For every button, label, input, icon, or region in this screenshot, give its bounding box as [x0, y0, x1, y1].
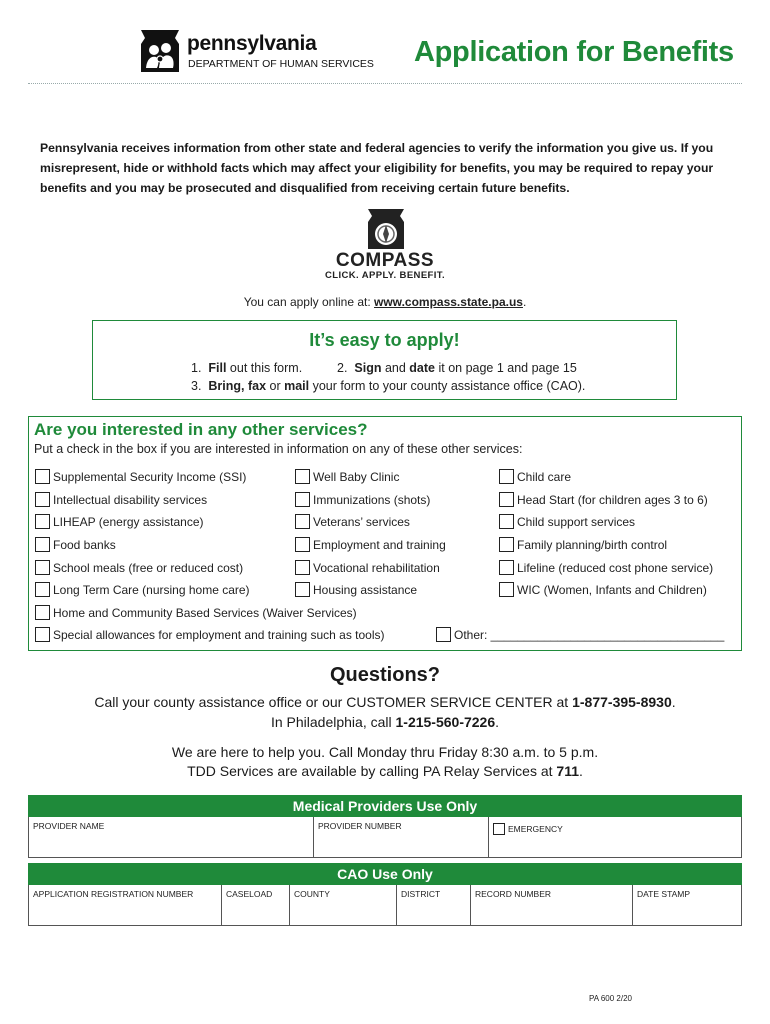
field-label: RECORD NUMBER	[475, 889, 552, 899]
step-text: or	[266, 379, 285, 393]
checkbox[interactable]	[295, 492, 310, 507]
questions-text: Call your county assistance office or our CUSTOMER SERVICE CENTER at	[94, 694, 573, 710]
checkbox[interactable]	[499, 582, 514, 597]
service-option[interactable]	[499, 560, 713, 575]
step-number: 3.	[191, 379, 202, 393]
step-keyword: Sign	[354, 361, 382, 375]
org-department: DEPARTMENT OF HUMAN SERVICES	[188, 58, 374, 70]
easy-apply-step3	[191, 379, 585, 393]
district-field[interactable]	[397, 885, 471, 925]
questions-line-1	[0, 694, 770, 710]
field-label: APPLICATION REGISTRATION NUMBER	[33, 889, 194, 899]
compass-name: COMPASS	[335, 250, 435, 271]
checkbox[interactable]	[35, 627, 50, 642]
checkbox[interactable]	[295, 537, 310, 552]
questions-text: .	[579, 763, 583, 779]
checkbox[interactable]	[499, 469, 514, 484]
service-option[interactable]	[295, 560, 440, 575]
service-option[interactable]	[35, 492, 207, 507]
step-text: your form to your county assistance office (CAO).	[309, 379, 586, 393]
medical-providers-header: Medical Providers Use Only	[28, 795, 742, 817]
service-label: Lifeline (reduced cost phone service)	[517, 560, 714, 575]
service-label: Food banks	[53, 537, 116, 552]
medical-providers-table	[28, 817, 742, 858]
apply-online-prefix: You can apply online at:	[243, 295, 375, 309]
service-option[interactable]	[295, 469, 399, 484]
service-label: Child care	[517, 469, 572, 484]
services-title: Are you interested in any other services?	[34, 420, 368, 439]
provider-number-field[interactable]	[314, 817, 489, 857]
field-label: PROVIDER NAME	[33, 821, 105, 831]
record-number-field[interactable]	[471, 885, 633, 925]
cao-use-header: CAO Use Only	[28, 863, 742, 885]
service-option[interactable]	[499, 492, 708, 507]
step-text: it on page 1 and page 15	[435, 361, 577, 375]
checkbox[interactable]	[35, 492, 50, 507]
checkbox[interactable]	[35, 560, 50, 575]
questions-line-3: We are here to help you. Call Monday thru Friday 8:30 a.m. to 5 p.m.	[171, 744, 599, 760]
service-label: Child support services	[517, 514, 636, 529]
service-option[interactable]	[295, 492, 430, 507]
philadelphia-phone: 1-215-560-7226	[395, 714, 496, 730]
field-label: DATE STAMP	[637, 889, 691, 899]
checkbox[interactable]	[35, 537, 50, 552]
service-label: Supplemental Security Income (SSI)	[53, 469, 247, 484]
warning-text: Pennsylvania receives information from other state and federal agencies to verify the information you give us. If you misrepresent, hide or withhold facts which may affect your eligibility for benefits, you may be required to repay your benefits and you may be prosecuted and disqualified from receiving certain future benefits.	[40, 141, 714, 195]
application-registration-number-field[interactable]	[29, 885, 222, 925]
keystone-compass-icon	[364, 207, 408, 251]
field-label: EMERGENCY	[508, 824, 563, 834]
service-option[interactable]	[499, 537, 667, 552]
questions-text: In Philadelphia, call	[270, 714, 396, 730]
form-code: PA 600 2/20	[589, 994, 632, 1003]
checkbox[interactable]	[499, 537, 514, 552]
date-stamp-field[interactable]	[633, 885, 741, 925]
step-text: out this form.	[226, 361, 303, 375]
service-label: Housing assistance	[313, 582, 418, 597]
easy-apply-step2	[337, 361, 577, 375]
service-option-other[interactable]	[436, 627, 724, 642]
field-label: DISTRICT	[401, 889, 441, 899]
service-option[interactable]	[35, 582, 250, 597]
service-option[interactable]	[35, 537, 116, 552]
service-label: Family planning/birth control	[517, 537, 668, 552]
compass-tagline: CLICK. APPLY. BENEFIT.	[324, 270, 445, 281]
keystone-family-icon	[137, 28, 183, 74]
checkbox[interactable]	[295, 469, 310, 484]
service-label: WIC (Women, Infants and Children)	[517, 582, 707, 597]
county-field[interactable]	[290, 885, 397, 925]
services-instruction: Put a check in the box if you are interested in information on any of these other services:	[34, 442, 523, 456]
compass-url-link[interactable]: www.compass.state.pa.us	[374, 295, 523, 309]
service-option[interactable]	[295, 537, 446, 552]
questions-line-2	[0, 714, 770, 730]
checkbox[interactable]	[295, 514, 310, 529]
questions-text: .	[671, 694, 676, 710]
field-label: CASELOAD	[226, 889, 273, 899]
relay-number: 711	[556, 763, 580, 779]
service-option[interactable]	[35, 514, 204, 529]
questions-text: TDD Services are available by calling PA Relay Services at	[187, 763, 557, 779]
service-label: Veterans’ services	[313, 514, 410, 529]
checkbox[interactable]	[499, 492, 514, 507]
service-label: LIHEAP (energy assistance)	[53, 514, 204, 529]
checkbox[interactable]	[493, 823, 505, 835]
other-field[interactable]: Other: ___________________________________	[454, 627, 725, 642]
checkbox[interactable]	[35, 514, 50, 529]
service-label: Intellectual disability services	[53, 492, 208, 507]
service-label: School meals (free or reduced cost)	[53, 560, 244, 575]
service-label: Immunizations (shots)	[313, 492, 431, 507]
step-number: 2.	[337, 361, 348, 375]
checkbox[interactable]	[499, 560, 514, 575]
service-label: Long Term Care (nursing home care)	[53, 582, 250, 597]
field-label: COUNTY	[294, 889, 330, 899]
service-label: Home and Community Based Services (Waiver Services)	[53, 605, 357, 620]
checkbox[interactable]	[295, 582, 310, 597]
apply-online-text	[100, 295, 670, 309]
step-keyword: mail	[284, 379, 310, 393]
emergency-option[interactable]	[493, 823, 741, 835]
checkbox[interactable]	[499, 514, 514, 529]
page-title: Application for Benefits	[414, 36, 734, 68]
service-option[interactable]	[35, 605, 357, 620]
caseload-field[interactable]	[222, 885, 290, 925]
step-text: and	[381, 361, 410, 375]
org-name: pennsylvania	[187, 32, 317, 55]
questions-line-4	[0, 763, 770, 779]
easy-apply-step1	[191, 361, 302, 375]
step-keyword: Fill	[208, 361, 227, 375]
service-option[interactable]	[35, 469, 246, 484]
service-option[interactable]	[499, 469, 571, 484]
provider-name-field[interactable]	[29, 817, 314, 857]
service-label: Vocational rehabilitation	[313, 560, 440, 575]
field-label: PROVIDER NUMBER	[318, 821, 402, 831]
questions-title: Questions?	[329, 664, 440, 686]
checkbox[interactable]	[35, 605, 50, 620]
step-number: 1.	[191, 361, 202, 375]
checkbox[interactable]	[295, 560, 310, 575]
service-option[interactable]	[295, 582, 417, 597]
customer-service-phone: 1-877-395-8930	[572, 694, 672, 710]
easy-apply-title: It’s easy to apply!	[309, 330, 460, 350]
step-keyword: Bring, fax	[208, 379, 267, 393]
emergency-field	[489, 817, 741, 857]
header-divider	[28, 83, 742, 84]
service-label: Employment and training	[313, 537, 446, 552]
service-option[interactable]	[499, 514, 635, 529]
checkbox[interactable]	[35, 469, 50, 484]
cao-use-table	[28, 885, 742, 926]
checkbox[interactable]	[436, 627, 451, 642]
service-label: Well Baby Clinic	[313, 469, 400, 484]
service-label: Head Start (for children ages 3 to 6)	[517, 492, 708, 507]
questions-text: .	[495, 714, 500, 730]
service-label: Special allowances for employment and training such as tools)	[53, 627, 385, 642]
apply-online-suffix: .	[522, 295, 527, 309]
service-option[interactable]	[35, 627, 385, 642]
step-keyword: date	[409, 361, 435, 375]
service-option[interactable]	[35, 560, 243, 575]
service-option[interactable]	[295, 514, 410, 529]
service-option[interactable]	[499, 582, 707, 597]
checkbox[interactable]	[35, 582, 50, 597]
